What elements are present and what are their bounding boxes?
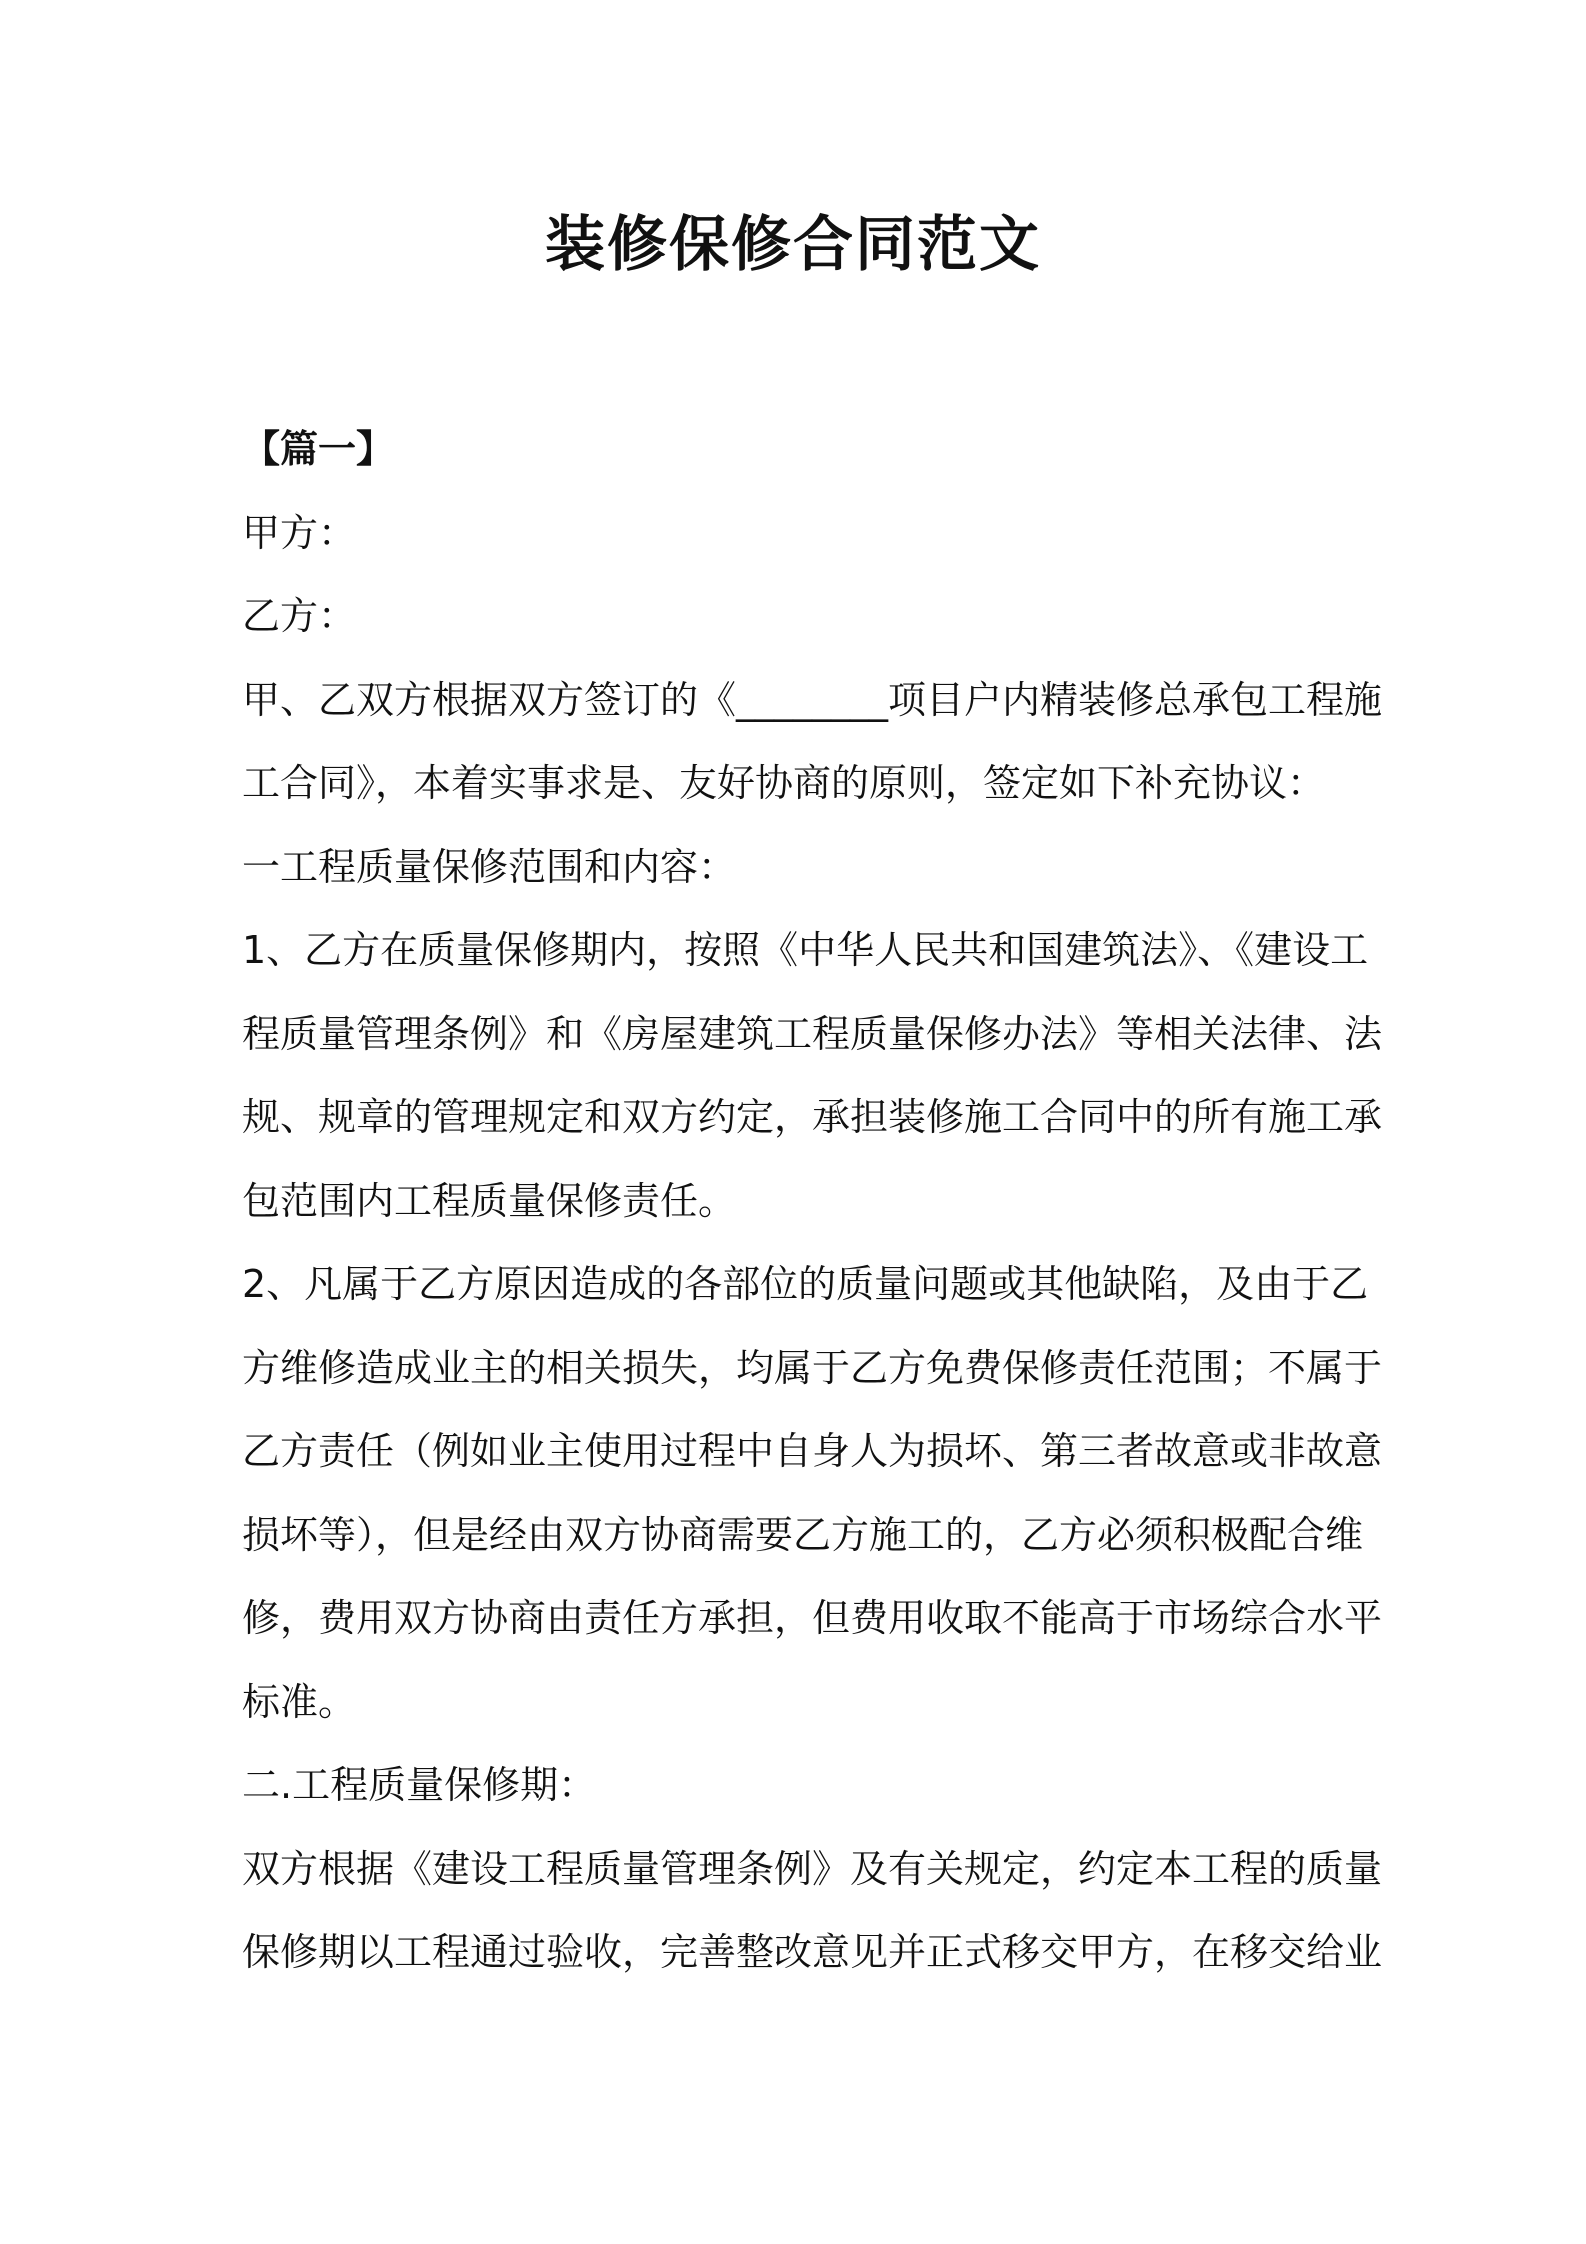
paragraph-line: 工合同》，本着实事求是、友好协商的原则，签定如下补充协议：: [242, 761, 1326, 805]
paragraph-line: 乙方责任（例如业主使用过程中自身人为损坏、第三者故意或非故意: [242, 1429, 1383, 1473]
paragraph-line: 2、凡属于乙方原因造成的各部位的质量问题或其他缺陷，及由于乙: [242, 1262, 1369, 1306]
paragraph-line: 保修期以工程通过验收，完善整改意见并正式移交甲方，在移交给业: [242, 1930, 1383, 1974]
paragraph-line: 标准。: [242, 1679, 357, 1724]
paragraph-line: 损坏等），但是经由双方协商需要乙方施工的，乙方必须积极配合维: [242, 1512, 1364, 1557]
paragraph-line: 1、乙方在质量保修期内，按照《中华人民共和国建筑法》、《建设工: [242, 928, 1369, 972]
paragraph-line: 修，费用双方协商由责任方承担，但费用收取不能高于市场综合水平: [242, 1596, 1383, 1640]
heading-line: 一工程质量保修范围和内容：: [242, 844, 737, 889]
paragraph-line: 方维修造成业主的相关损失，均属于乙方免费保修责任范围；不属于: [242, 1345, 1383, 1390]
section-label: 【篇一】: [242, 427, 395, 471]
party-b-line: 乙方：: [242, 594, 357, 638]
paragraph-line: 甲、乙双方根据双方签订的《________项目户内精装修总承包工程施: [242, 677, 1383, 722]
document-body: [242, 408, 1383, 1995]
paragraph-line: 程质量管理条例》和《房屋建筑工程质量保修办法》等相关法律、法: [242, 1011, 1383, 1056]
document-title: 装修保修合同范文: [545, 210, 1041, 280]
party-a-line: 甲方：: [242, 510, 357, 555]
paragraph-line: 双方根据《建设工程质量管理条例》及有关规定，约定本工程的质量: [242, 1846, 1383, 1891]
paragraph-line: 包范围内工程质量保修责任。: [242, 1178, 737, 1223]
paragraph-line: 规、规章的管理规定和双方约定，承担装修施工合同中的所有施工承: [242, 1095, 1383, 1139]
heading-line: 二.工程质量保修期：: [242, 1763, 597, 1807]
